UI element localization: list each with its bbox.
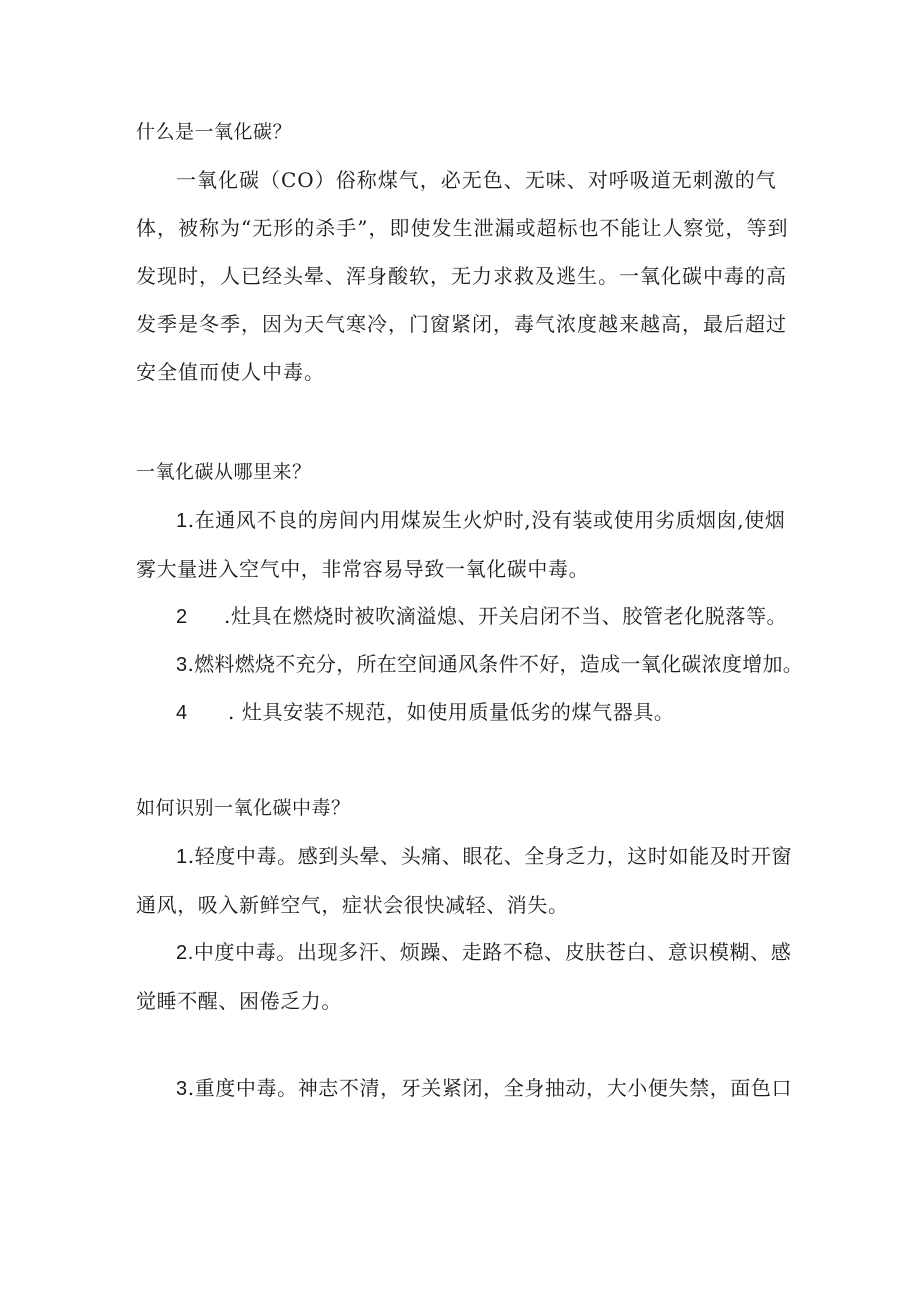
source-item-1-number: 1	[176, 510, 188, 532]
source-item-2-text: .灶具在燃烧时被吹滴溢熄、开关启闭不当、胶管老化脱落等。	[224, 604, 788, 628]
section-heading-co-sources: 一氧化碳从哪里来？	[136, 461, 312, 483]
source-item-4	[136, 688, 796, 737]
source-item-3-number: 3	[176, 654, 188, 676]
symptom-item-1-text: .轻度中毒。感到头晕、头痛、眼花、全身乏力，这时如能及时开窗通风，吸入新鲜空气，症状会很快减轻、消失。	[136, 844, 793, 917]
source-item-3-text: .燃料燃烧不充分，所在空间通风条件不好，造成一氧化碳浓度增加。	[187, 652, 804, 676]
source-item-4-number: 4	[176, 702, 188, 724]
source-item-2	[136, 592, 796, 641]
section-heading-what-is-co: 什么是一氧化碳？	[136, 121, 293, 143]
co-definition-paragraph: 一氧化碳（CO）俗称煤气，必无色、无味、对呼吸道无刺激的气体，被称为“无形的杀手”，即使发生泄漏或超标也不能让人察觉，等到发现时，人已经头晕、浑身酸软，无力求救及逃生。一氧化碳中毒的高发季是冬季，因为天气寒冷，门窗紧闭，毒气浓度越来越高，最后超过安全值而使人中毒。	[136, 168, 789, 384]
source-item-1	[136, 496, 796, 593]
symptom-item-2-text: 中度中毒。出现多汗、烦躁、走路不稳、皮肤苍白、意识模糊、感觉睡不醒、困倦乏力。	[136, 940, 792, 1013]
symptom-item-3	[136, 1064, 796, 1113]
source-item-3	[136, 640, 804, 689]
source-item-1-text: .在通风不良的房间内用煤炭生火炉时,没有装或使用劣质烟囱,使烟雾大量进入空气中，非常容易导致一氧化碳中毒。	[136, 508, 786, 581]
symptom-item-2	[136, 928, 796, 1025]
symptom-item-2-number: 2.	[176, 942, 194, 964]
symptom-item-3-number: 3	[176, 1078, 188, 1100]
section-heading-identify-poisoning: 如何识别一氧化碳中毒？	[136, 797, 351, 819]
symptom-item-1-number: 1	[176, 846, 188, 868]
symptom-item-3-text: .重度中毒。神志不清，牙关紧闭，全身抽动，大小便失禁，面色口	[187, 1076, 793, 1100]
source-item-4-text: . 灶具安装不规范，如使用质量低劣的煤气器具。	[228, 700, 675, 724]
symptom-item-1	[136, 832, 796, 929]
source-item-2-number: 2	[176, 606, 188, 628]
